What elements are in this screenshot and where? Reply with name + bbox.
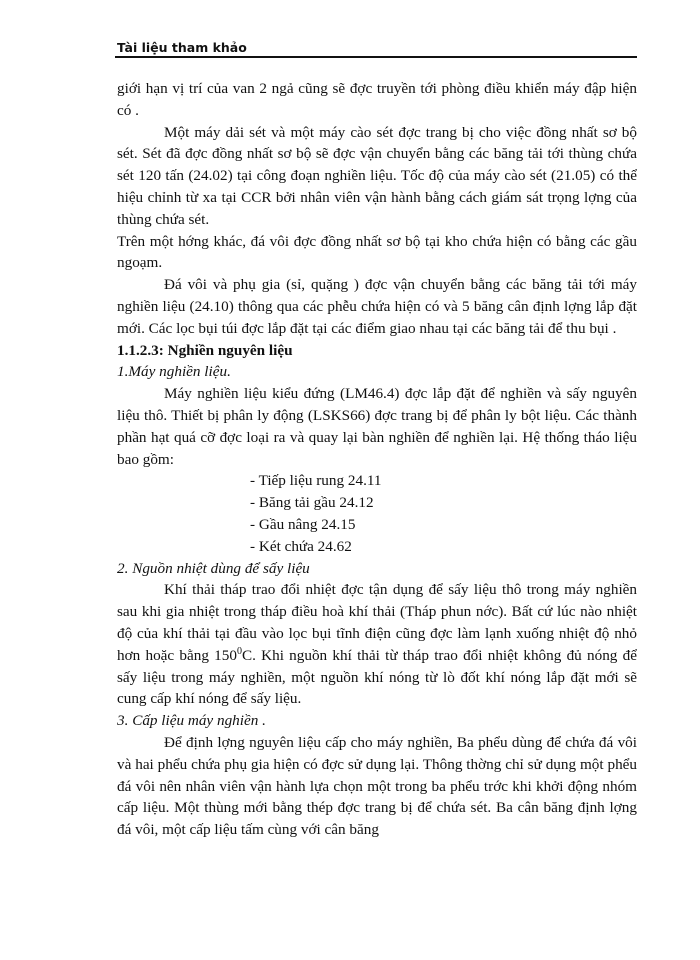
list-item: - Gầu nâng 24.15 [250,515,356,533]
subheading-3: 3. Cấp liệu máy nghiền . [117,712,266,730]
paragraph-0: giới hạn vị trí của van 2 ngả cũng sẽ đợc truyền tới phòng điều khiển máy đập hiện có . [117,80,637,119]
paragraph-5-part-a: Khí thải tháp trao đổi nhiệt đợc tận dụng để sấy liệu thô trong máy nghiền sau khi gia nhiệt trong tháp điều hoà khí thải (Tháp phun nớc). Bất cứ lúc nào nhiệt độ của khí thải tại đầu vào lọc bụi tĩnh điện cũng đợc làm lạnh xuống nhiệt độ nhỏ hơn hoặc bằng 150 [117,581,637,664]
equipment-list [117,470,637,557]
paragraph-2: Trên một hớng khác, đá vôi đợc đồng nhất sơ bộ tại kho chứa hiện có bằng các gầu ngoạm. [117,232,637,272]
list-item: - Băng tải gầu 24.12 [250,494,374,512]
list-item: - Két chứa 24.62 [250,537,352,555]
degree-superscript: 0 [236,645,242,657]
paragraph-6: Để định lợng nguyên liệu cấp cho máy nghiền, Ba phểu dùng để chứa đá vôi và hai phểu chứa phụ gia hiện có đợc sử dụng lại. Thông thờng chỉ sử dụng một phểu đá vôi nên nhân viên vận hành lựa chọn một trong ba phểu trớc khi khởi động nhóm cấp liệu. Một thùng mới bằng thép đợc trang bị để chứa sét. Ba cân băng định lợng đá vôi, một cấp liệu tấm cùng với cân băng [117,733,637,839]
paragraph-5-part-b: C. Khi nguồn khí thải từ tháp trao đổi nhiệt không đủ nóng để sấy liệu trong máy nghiền, một nguồn khí nóng từ lò đốt khí nóng lắp đặt mới sẽ cung cấp khí nóng để sấy liệu. [117,646,637,708]
paragraph-1: Một máy dải sét và một máy cào sét đợc trang bị cho việc đồng nhất sơ bộ sét. Sét đã đợc đồng nhất sơ bộ sẽ đợc vận chuyển bằng các băng tải tới thùng chứa sét 120 tấn (24.02) tại công đoạn nghiền liệu. Tốc độ của máy cào sét (21.05) có thể hiệu chỉnh từ xa tại CCR bởi nhân viên vận hành bằng cách giám sát trọng lợng của thùng chứa sét. [117,123,637,228]
list-item: - Tiếp liệu rung 24.11 [250,472,382,490]
paragraph-3: Đá vôi và phụ gia (sỉ, quặng ) đợc vận chuyển bằng các băng tải tới máy nghiền liệu (24.10) thông qua các phễu chứa hiện có và 5 băng cân định lợng lắp đặt mới. Các lọc bụi túi đợc lắp đặt tại các điểm giao nhau tại các băng tải để thu bụi . [117,276,637,337]
paragraph-5 [117,579,637,710]
header-divider [115,56,637,58]
subheading-1: 1.Máy nghiền liệu. [117,363,231,381]
page-header: Tài liệu tham khảo [117,40,247,55]
paragraph-4: Máy nghiền liệu kiểu đứng (LM46.4) đợc lắp đặt để nghiền và sấy nguyên liệu thô. Thiết bị phân ly động (LSKS66) đợc trang bị để phân ly bột liệu. Các thành phần hạt quá cỡ đợc loại ra và quay lại bàn nghiền để nghiền lại. Hệ thống tháo liệu bao gồm: [117,385,637,468]
document-body [117,78,637,841]
subheading-2: 2. Nguồn nhiệt dùng để sấy liệu [117,559,310,577]
section-heading: 1.1.2.3: Nghiền nguyên liệu [117,341,293,359]
